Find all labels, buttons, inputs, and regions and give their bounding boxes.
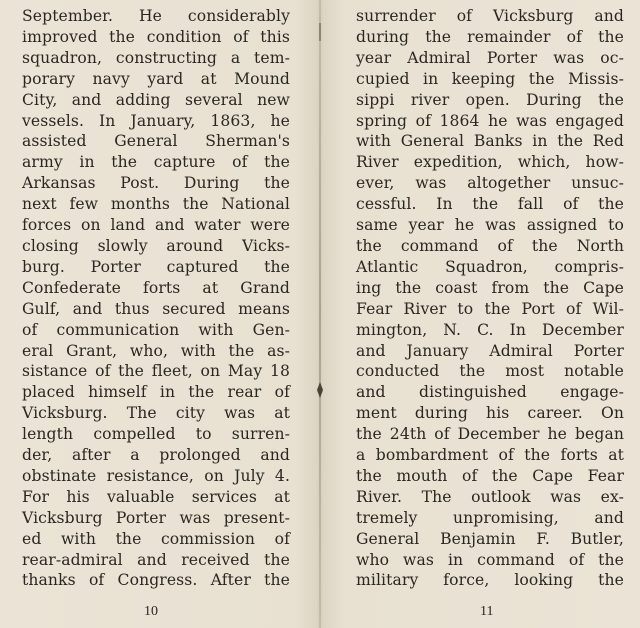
left-page-text — [22, 6, 290, 591]
text-line: and January Admiral Porter — [356, 341, 624, 360]
text-line: conducted the most notable — [356, 362, 624, 381]
text-line: a bombardment of the forts at — [356, 446, 624, 465]
text-line: porary navy yard at Mound — [22, 69, 290, 88]
text-line: Arkansas Post. During the — [22, 174, 290, 193]
text-line: the mouth of the Cape Fear — [356, 466, 624, 485]
right-page — [320, 0, 640, 628]
text-line: same year he was assigned to — [356, 216, 624, 235]
text-line: cessful. In the fall of the — [356, 195, 624, 214]
text-line: River expedition, which, how- — [356, 153, 624, 172]
text-line: spring of 1864 he was engaged — [356, 111, 624, 130]
text-line: Atlantic Squadron, compris- — [356, 257, 624, 276]
text-line: length compelled to surren- — [22, 425, 290, 444]
text-line: For his valuable services at — [22, 487, 290, 506]
text-line: next few months the National — [22, 195, 290, 214]
text-line: closing slowly around Vicks- — [22, 236, 290, 255]
text-line: mington, N. C. In December — [356, 320, 624, 339]
text-line: placed himself in the rear of — [22, 383, 290, 402]
text-line: Vicksburg. The city was at — [22, 404, 290, 423]
text-line: assisted General Sherman's — [22, 132, 290, 151]
text-line: River. The outlook was ex- — [356, 487, 624, 506]
text-line: with General Banks in the Red — [356, 132, 624, 151]
text-line: Fear River to the Port of Wil- — [356, 299, 624, 318]
text-line: ment during his career. On — [356, 404, 624, 423]
text-line: eral Grant, who, with the as- — [22, 341, 290, 360]
text-line: surrender of Vicksburg and — [356, 7, 624, 25]
text-line: thanks of Congress. After the — [22, 571, 290, 590]
text-line: army in the capture of the — [22, 153, 290, 172]
text-line: Confederate forts at Grand — [22, 278, 290, 297]
text-line: the command of the North — [356, 236, 624, 255]
text-line: der, after a prolonged and — [22, 446, 290, 465]
text-line: military force, looking the — [356, 571, 624, 590]
text-line: improved the condition of this — [22, 27, 290, 46]
text-line: ever, was altogether unsuc- — [356, 174, 624, 193]
text-line: tremely unpromising, and — [356, 508, 624, 527]
text-line: Gulf, and thus secured means — [22, 299, 290, 318]
text-line: of communication with Gen- — [22, 320, 290, 339]
text-line: during the remainder of the — [356, 27, 624, 46]
text-line: September. He considerably — [22, 7, 290, 25]
text-line: forces on land and water were — [22, 216, 290, 235]
text-line: squadron, constructing a tem- — [22, 48, 290, 67]
text-line: ed with the commission of — [22, 529, 290, 548]
text-line: sistance of the fleet, on May 18 — [22, 362, 290, 381]
page-number: 10 — [144, 604, 158, 619]
page-number: 11 — [480, 604, 494, 619]
text-line: sippi river open. During the — [356, 90, 624, 109]
text-line: vessels. In January, 1863, he — [22, 111, 290, 130]
text-line: General Benjamin F. Butler, — [356, 529, 624, 548]
text-line: cupied in keeping the Missis- — [356, 69, 624, 88]
text-line: who was in command of the — [356, 550, 624, 569]
text-line: burg. Porter captured the — [22, 257, 290, 276]
text-line: City, and adding several new — [22, 90, 290, 109]
text-line: ing the coast from the Cape — [356, 278, 624, 297]
text-line: Vicksburg Porter was present- — [22, 508, 290, 527]
text-line: and distinguished engage- — [356, 383, 624, 402]
text-line: the 24th of December he began — [356, 425, 624, 444]
right-page-text — [356, 6, 624, 591]
text-line: year Admiral Porter was oc- — [356, 48, 624, 67]
text-line: rear-admiral and received the — [22, 550, 290, 569]
text-line: obstinate resistance, on July 4. — [22, 466, 290, 485]
